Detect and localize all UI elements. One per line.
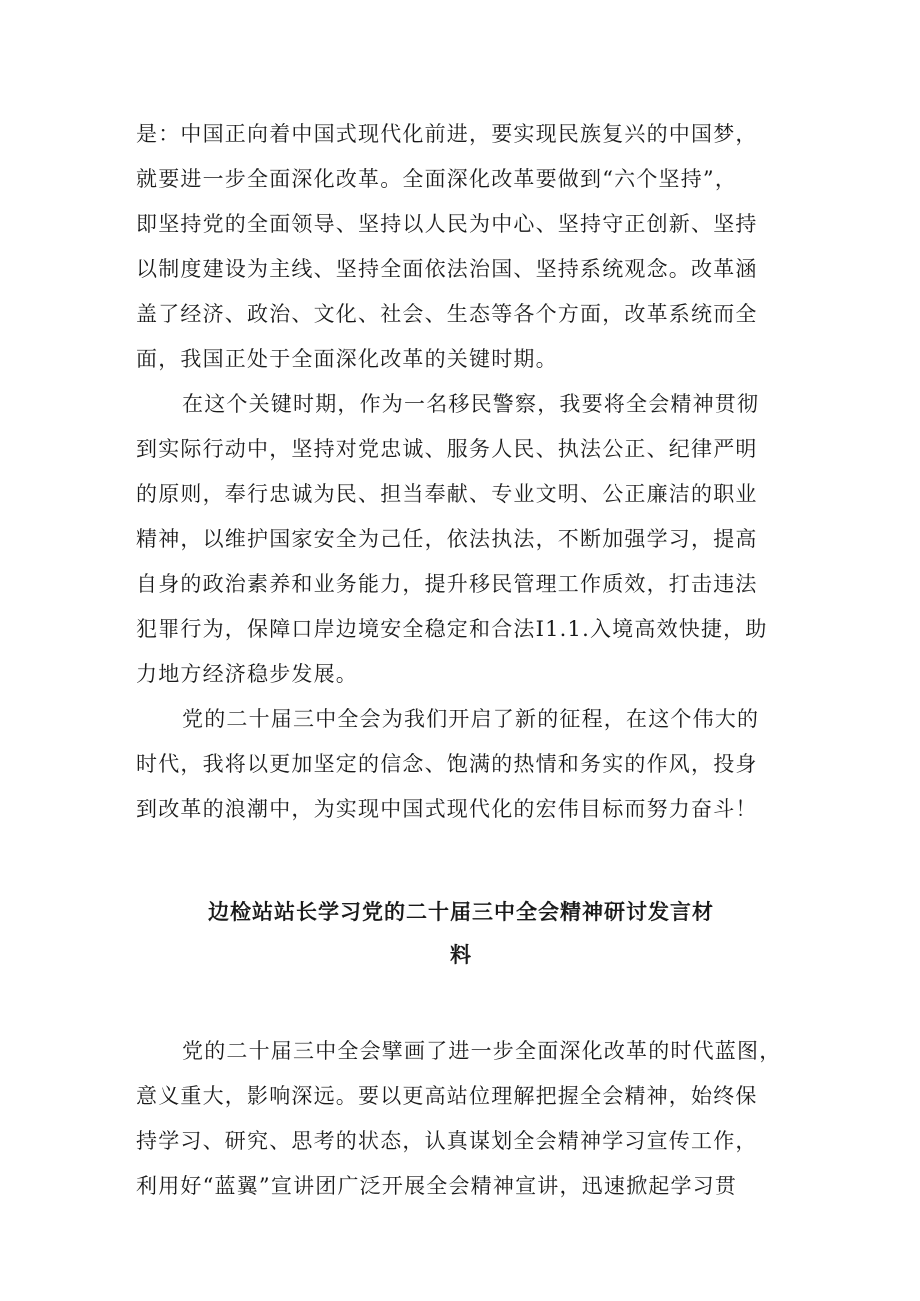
- text-line: 党的二十届三中全会擘画了进一步全面深化改革的时代蓝图，: [182, 1039, 782, 1063]
- text-line: 精神，以维护国家安全为己任，依法执法，不断加强学习，提高: [136, 527, 758, 551]
- paragraph-4: [136, 1029, 786, 1209]
- text-line: 是：中国正向着中国式现代化前进，要实现民族复兴的中国梦，: [136, 122, 758, 146]
- text-line: 犯罪行为，保障口岸边境安全稳定和合法I1.1.入境高效快捷，助: [136, 617, 768, 641]
- text-line: 持学习、研究、思考的状态，认真谋划全会精神学习宣传工作，: [136, 1129, 758, 1153]
- paragraph-1: [136, 112, 786, 382]
- text-line: 的原则，奉行忠诚为民、担当奉献、专业文明、公正廉洁的职业: [136, 482, 758, 506]
- text-line: 党的二十届三中全会为我们开启了新的征程，在这个伟大的: [182, 707, 760, 731]
- spacer: [136, 832, 786, 891]
- text-line: 盖了经济、政治、文化、社会、生态等各个方面，改革系统而全: [136, 302, 758, 326]
- text-line: 利用好“蓝翼”宣讲团广泛开展全会精神宣讲，迅速掀起学习贯: [136, 1174, 738, 1198]
- text-line: 面，我国正处于全面深化改革的关键时期。: [136, 347, 558, 371]
- text-line: 自身的政治素养和业务能力，提升移民管理工作质效，打击违法: [136, 572, 758, 596]
- document-page: [136, 112, 786, 1209]
- text-line: 力地方经济稳步发展。: [136, 662, 358, 686]
- title-line: 边检站站长学习党的二十届三中全会精神研讨发言材: [208, 900, 714, 924]
- text-line: 时代，我将以更加坚定的信念、饱满的热情和务实的作风，投身: [136, 752, 758, 776]
- text-line: 到改革的浪潮中，为实现中国式现代化的宏伟目标而努力奋斗！: [136, 797, 758, 821]
- text-line: 在这个关键时期，作为一名移民警察，我要将全会精神贯彻: [182, 392, 760, 416]
- section-title: [136, 891, 786, 977]
- text-line: 就要进一步全面深化改革。全面深化改革要做到“六个坚持”，: [136, 167, 738, 191]
- text-line: 到实际行动中，坚持对党忠诚、服务人民、执法公正、纪律严明: [136, 437, 758, 461]
- text-line: 以制度建设为主线、坚持全面依法治国、坚持系统观念。改革涵: [136, 257, 758, 281]
- paragraph-2: [136, 382, 786, 697]
- text-line: 即坚持党的全面领导、坚持以人民为中心、坚持守正创新、坚持: [136, 212, 758, 236]
- title-line: 料: [450, 943, 472, 967]
- spacer: [136, 977, 786, 1029]
- text-line: 意义重大，影响深远。要以更高站位理解把握全会精神，始终保: [136, 1084, 758, 1108]
- paragraph-3: [136, 697, 786, 832]
